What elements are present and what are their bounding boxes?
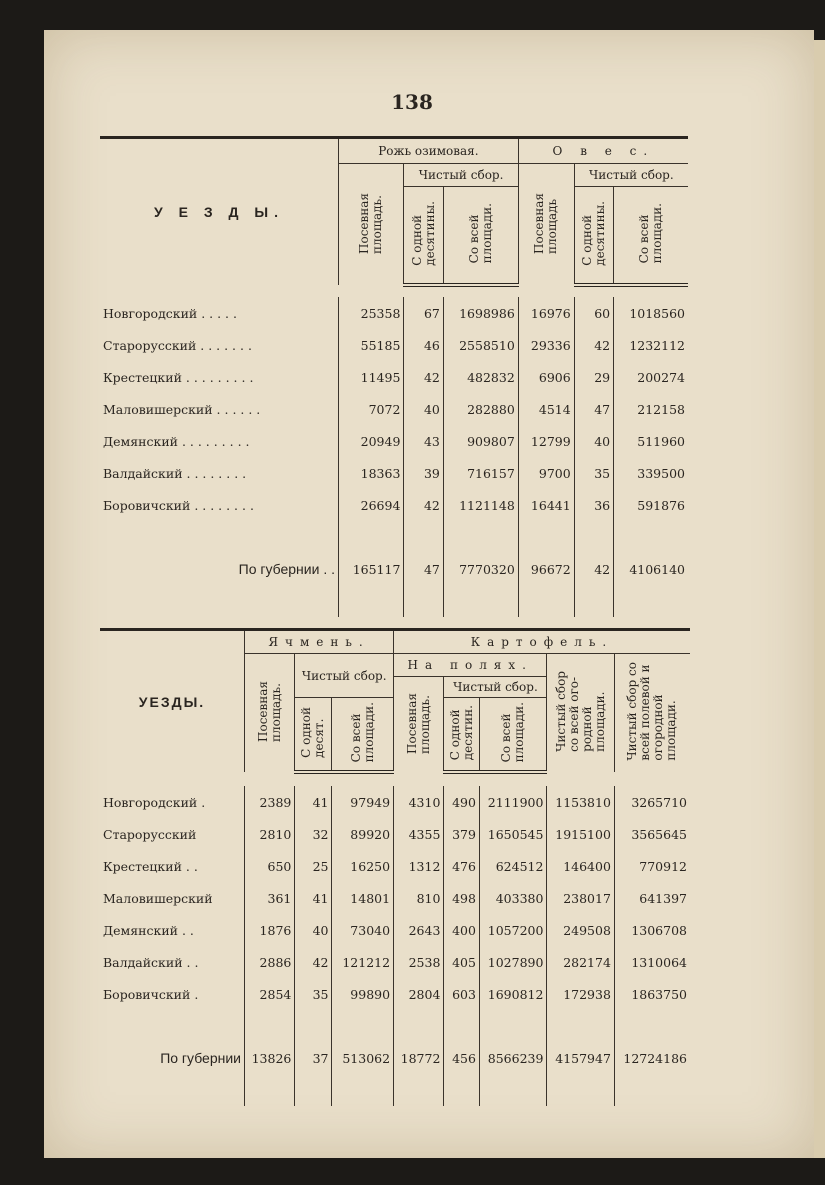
barley-net-yield: Чистый сбор. [295,654,394,698]
cell-value: 6906 [518,361,574,393]
table-row [100,297,688,329]
cell-value: 513062 [332,1042,394,1074]
cell-value: 482832 [443,361,518,393]
cell-value: 1018560 [614,297,688,329]
cell-value: 16441 [518,489,574,521]
cell-value: 1306708 [614,914,690,946]
cell-value: 282880 [443,393,518,425]
cell-value: 37 [295,1042,332,1074]
col-potato-total: Со всей площади. [479,698,546,773]
cell-value: 2389 [245,786,295,818]
district-name: Боровичский . . . . . . . . [103,497,254,513]
table-row [100,361,688,393]
cell-value: 511960 [614,425,688,457]
cell-value: 624512 [479,850,546,882]
cell-value: 282174 [547,946,614,978]
cell-value: 25 [295,850,332,882]
cell-value: 650 [245,850,295,882]
cell-value: 4157947 [547,1042,614,1074]
district-name: Валдайский . . . . . . . . [103,465,247,481]
page-number: 138 [391,90,433,114]
cell-value: 716157 [443,457,518,489]
potato-fields: На полях. [394,654,547,677]
table-row [100,425,688,457]
col-potato-sown: Посевная площадь. [394,677,444,773]
cell-value: 1310064 [614,946,690,978]
cell-value: 4355 [394,818,444,850]
cell-value: 3565645 [614,818,690,850]
col-rye-sown: Посевная площадь. [339,164,404,286]
cell-value: 7072 [339,393,404,425]
table-row [100,914,690,946]
table-row [100,329,688,361]
col-oats-total: Со всей площади. [614,187,688,286]
cell-value: 400 [444,914,480,946]
col-garden-yield: Чистый сбор со всей ого- родной площади. [547,654,614,773]
cell-value: 9700 [518,457,574,489]
cell-value: 13826 [245,1042,295,1074]
cell-value: 456 [444,1042,480,1074]
cell-value: 42 [574,553,613,585]
cell-value: 12724186 [614,1042,690,1074]
cell-value: 2886 [245,946,295,978]
cell-value: 97949 [332,786,394,818]
cell-value: 43 [404,425,443,457]
cell-value: 8566239 [479,1042,546,1074]
cell-value: 212158 [614,393,688,425]
cell-value: 25358 [339,297,404,329]
table-row [100,946,690,978]
cell-value: 20949 [339,425,404,457]
cell-value: 4514 [518,393,574,425]
district-header: У Е З Д Ы. [154,204,284,220]
cell-value: 121212 [332,946,394,978]
cell-value: 99890 [332,978,394,1010]
cell-value: 35 [295,978,332,1010]
cell-value: 2804 [394,978,444,1010]
rye-net-yield: Чистый сбор. [404,164,518,187]
cell-value: 16976 [518,297,574,329]
district-name: Маловишерский [103,890,213,906]
cell-value: 1232112 [614,329,688,361]
district-name: Валдайский . . [103,954,199,970]
table-row-total [100,1042,690,1074]
cell-value: 39 [404,457,443,489]
table-row [100,978,690,1010]
cell-value: 339500 [614,457,688,489]
cell-value: 73040 [332,914,394,946]
cell-value: 641397 [614,882,690,914]
table-row [100,457,688,489]
cell-value: 18363 [339,457,404,489]
cell-value: 96672 [518,553,574,585]
cell-value: 1121148 [443,489,518,521]
cell-value: 490 [444,786,480,818]
cell-value: 1153810 [547,786,614,818]
cell-value: 200274 [614,361,688,393]
cell-value: 36 [574,489,613,521]
cell-value: 42 [404,361,443,393]
col-rye-per-des: С одной десятины. [404,187,443,286]
cell-value: 26694 [339,489,404,521]
cell-value: 40 [295,914,332,946]
cell-value: 172938 [547,978,614,1010]
table-row [100,850,690,882]
cell-value: 41 [295,786,332,818]
cell-value: 2810 [245,818,295,850]
table-row [100,818,690,850]
group-oats: О в е с. [518,138,688,164]
cell-value: 40 [404,393,443,425]
oats-net-yield: Чистый сбор. [574,164,688,187]
cell-value: 361 [245,882,295,914]
cell-value: 55185 [339,329,404,361]
cell-value: 146400 [547,850,614,882]
cell-value: 165117 [339,553,404,585]
cell-value: 249508 [547,914,614,946]
col-oats-sown: Посевная площадь [518,164,574,286]
cell-value: 2643 [394,914,444,946]
cell-value: 4106140 [614,553,688,585]
col-barley-total: Со всей площади. [332,698,394,773]
cell-value: 42 [404,489,443,521]
cell-value: 238017 [547,882,614,914]
district-header-2: УЕЗДЫ. [138,693,206,710]
cell-value: 810 [394,882,444,914]
district-name: Новгородский . [103,794,206,810]
cell-value: 11495 [339,361,404,393]
cell-value: 1312 [394,850,444,882]
district-name: Крестецкий . . [103,858,198,874]
cell-value: 29336 [518,329,574,361]
table-row [100,489,688,521]
cell-value: 405 [444,946,480,978]
table-row [100,393,688,425]
cell-value: 47 [574,393,613,425]
cell-value: 2538 [394,946,444,978]
cell-value: 2111900 [479,786,546,818]
cell-value: 909807 [443,425,518,457]
district-name: Боровичский . [103,986,199,1002]
cell-value: 35 [574,457,613,489]
col-barley-per-des: С одной десят. [295,698,332,773]
cell-value: 67 [404,297,443,329]
cell-value: 42 [574,329,613,361]
cell-value: 403380 [479,882,546,914]
group-potato: Картофель. [394,630,690,654]
cell-value: 41 [295,882,332,914]
cell-value: 1690812 [479,978,546,1010]
cell-value: 591876 [614,489,688,521]
group-rye: Рожь озимовая. [339,138,519,164]
cell-value: 3265710 [614,786,690,818]
col-all-yield: Чистый сбор со всей полевой и огородной площади. [614,654,690,773]
cell-value: 2558510 [443,329,518,361]
district-name: Маловишерский . . . . . . [103,401,261,417]
cell-value: 32 [295,818,332,850]
cell-value: 47 [404,553,443,585]
cell-value: 4310 [394,786,444,818]
district-name: Старорусский [103,826,197,842]
cell-value: 2854 [245,978,295,1010]
table-barley-potato [100,628,690,1106]
col-rye-total: Со всей площади. [443,187,518,286]
cell-value: 603 [444,978,480,1010]
district-name: Новгородский . . . . . [103,305,237,321]
district-name: Крестецкий . . . . . . . . . [103,369,254,385]
cell-value: 89920 [332,818,394,850]
table-row [100,882,690,914]
district-name: Демянский . . [103,922,194,938]
cell-value: 379 [444,818,480,850]
col-barley-sown: Посевная площадь. [245,654,295,773]
cell-value: 1698986 [443,297,518,329]
table-row [100,786,690,818]
table-rye-oats [100,136,688,617]
cell-value: 29 [574,361,613,393]
cell-value: 1863750 [614,978,690,1010]
cell-value: 60 [574,297,613,329]
potato-net-yield: Чистый сбор. [444,677,547,698]
cell-value: 1876 [245,914,295,946]
cell-value: 7770320 [443,553,518,585]
district-name: По губернии . . [238,561,335,577]
col-potato-per-des: С одной десятин. [444,698,480,773]
cell-value: 1057200 [479,914,546,946]
cell-value: 1650545 [479,818,546,850]
table-row-total [100,553,688,585]
col-oats-per-des: С одной десятины. [574,187,613,286]
district-name: Старорусский . . . . . . . [103,337,252,353]
district-name: По губернии [160,1050,241,1066]
cell-value: 42 [295,946,332,978]
cell-value: 476 [444,850,480,882]
cell-value: 770912 [614,850,690,882]
cell-value: 14801 [332,882,394,914]
cell-value: 16250 [332,850,394,882]
cell-value: 18772 [394,1042,444,1074]
district-name: Демянский . . . . . . . . . [103,433,250,449]
cell-value: 1915100 [547,818,614,850]
group-barley: Ячмень. [245,630,394,654]
cell-value: 12799 [518,425,574,457]
cell-value: 46 [404,329,443,361]
cell-value: 40 [574,425,613,457]
cell-value: 1027890 [479,946,546,978]
cell-value: 498 [444,882,480,914]
